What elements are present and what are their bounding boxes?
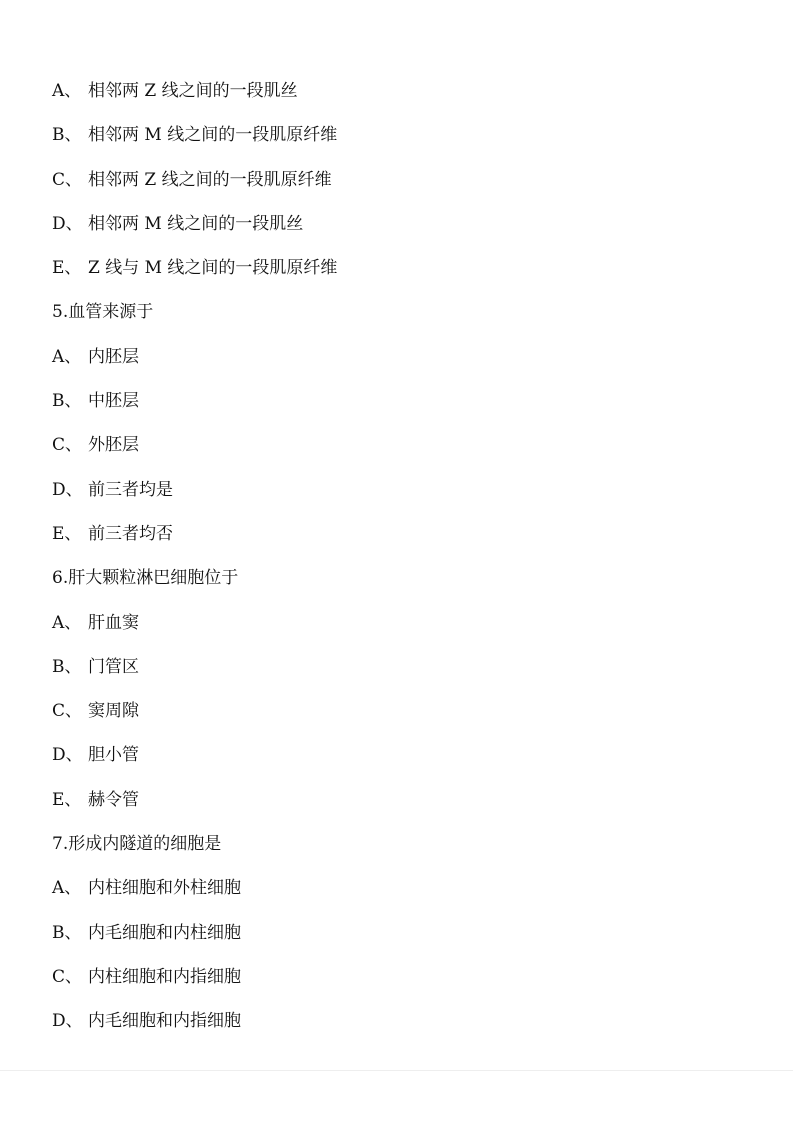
option-text: 前三者均否 xyxy=(88,523,173,544)
option-letter: B、 xyxy=(52,656,82,677)
option-text: 相邻两 M 线之间的一段肌原纤维 xyxy=(88,125,338,146)
option-letter: B、 xyxy=(52,125,82,146)
option-line xyxy=(52,654,752,698)
option-text: 内柱细胞和外柱细胞 xyxy=(88,878,241,899)
option-letter: E、 xyxy=(52,523,82,544)
option-letter: C、 xyxy=(52,169,83,190)
question-stem: 5.血管来源于 xyxy=(52,302,154,323)
option-letter: C、 xyxy=(52,435,83,456)
option-text: 肝血窦 xyxy=(88,612,139,633)
option-line xyxy=(52,211,752,255)
option-line xyxy=(52,610,752,654)
option-line xyxy=(52,122,752,166)
option-text: 相邻两 Z 线之间的一段肌原纤维 xyxy=(88,169,332,190)
question-stem: 6.肝大颗粒淋巴细胞位于 xyxy=(52,568,239,589)
question-content xyxy=(52,78,752,1053)
option-letter: C、 xyxy=(52,701,83,722)
option-line xyxy=(52,1008,752,1052)
option-line xyxy=(52,920,752,964)
option-text: 相邻两 M 线之间的一段肌丝 xyxy=(88,213,304,234)
option-text: 中胚层 xyxy=(88,391,139,412)
option-text: 前三者均是 xyxy=(88,479,173,500)
option-letter: D、 xyxy=(52,213,83,234)
option-text: 内毛细胞和内柱细胞 xyxy=(88,922,241,943)
option-letter: C、 xyxy=(52,966,83,987)
option-text: 内胚层 xyxy=(88,346,139,367)
option-letter: A、 xyxy=(52,81,82,101)
option-line xyxy=(52,432,752,476)
option-line xyxy=(52,78,752,122)
option-letter: B、 xyxy=(52,391,82,412)
page-divider xyxy=(0,1070,793,1071)
question-stem: 7.形成内隧道的细胞是 xyxy=(52,834,222,855)
option-letter: D、 xyxy=(52,745,83,766)
option-letter: D、 xyxy=(52,1011,83,1032)
option-text: 相邻两 Z 线之间的一段肌丝 xyxy=(88,81,298,101)
option-letter: D、 xyxy=(52,479,83,500)
option-text: 门管区 xyxy=(88,656,139,677)
option-line xyxy=(52,521,752,565)
option-line xyxy=(52,964,752,1008)
option-text: 内毛细胞和内指细胞 xyxy=(88,1011,241,1032)
option-letter: E、 xyxy=(52,789,82,810)
option-letter: A、 xyxy=(52,346,82,367)
option-line xyxy=(52,167,752,211)
option-letter: B、 xyxy=(52,922,82,943)
option-letter: E、 xyxy=(52,258,82,279)
option-text: 胆小管 xyxy=(88,745,139,766)
option-text: 内柱细胞和内指细胞 xyxy=(88,966,241,987)
option-line xyxy=(52,388,752,432)
option-line xyxy=(52,698,752,742)
option-text: 赫令管 xyxy=(88,789,139,810)
option-line xyxy=(52,875,752,919)
option-line xyxy=(52,255,752,299)
option-text: 外胚层 xyxy=(88,435,139,456)
option-line xyxy=(52,344,752,388)
option-text: Z 线与 M 线之间的一段肌原纤维 xyxy=(88,258,338,279)
option-letter: A、 xyxy=(52,612,82,633)
option-text: 窦周隙 xyxy=(88,701,139,722)
option-line xyxy=(52,787,752,831)
option-letter: A、 xyxy=(52,878,82,899)
option-line xyxy=(52,742,752,786)
option-line xyxy=(52,477,752,521)
